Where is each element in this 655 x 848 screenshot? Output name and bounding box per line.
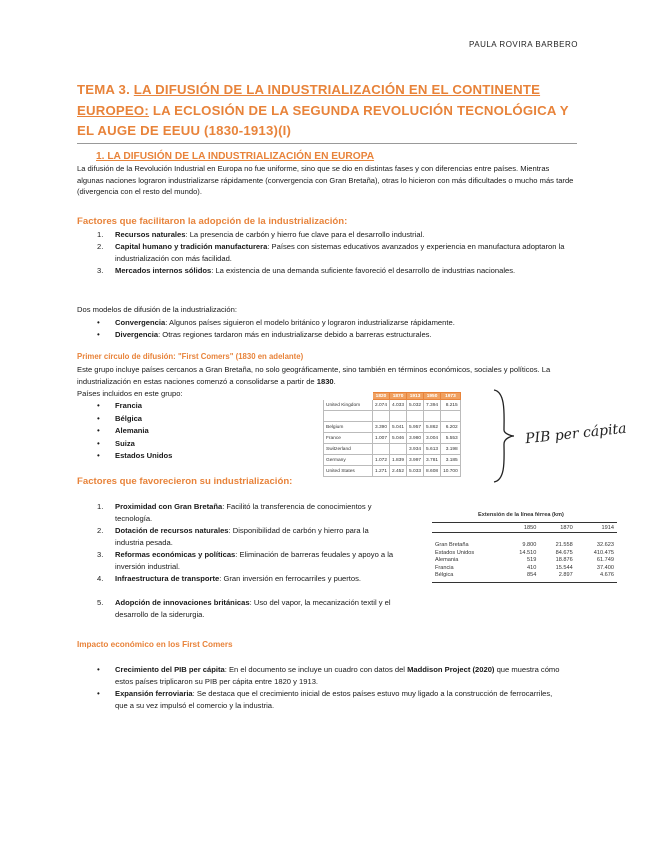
title-part1: LA DIFUSIÓN DE LA INDUSTRIALIZACIÓN EN EL CONTINENTE EUROPEO: — [77, 82, 541, 118]
list-item: • Divergencia: Otras regiones tardaron más en industrializarse debido a barreras estructurales. — [97, 330, 432, 339]
table-header: 1973 — [441, 393, 461, 400]
impact-heading: Impacto económico en los First Comers — [77, 640, 233, 649]
author-name: PAULA ROVIRA BARBERO — [469, 40, 578, 49]
list-item: • Bélgica — [97, 413, 143, 423]
list-item: • Convergencia: Algunos países siguieron el modelo británico y lograron industrializarse rápidamente. — [97, 318, 455, 327]
table-header-row — [324, 393, 461, 400]
table-row: Switzerland 3.934 5.613 3.198 — [324, 444, 461, 455]
table-row: Francia 410 15.544 37.400 — [435, 564, 614, 571]
factors-adoption-heading: Factores que facilitaron la adopción de la industrialización: — [77, 216, 348, 227]
table-row: Belgium 3.390 5.041 5.957 5.862 6.202 — [324, 422, 461, 433]
gdp-table — [323, 392, 461, 477]
title-prefix: TEMA 3. — [77, 82, 134, 97]
rail-table-title: Extensión de la línea férrea (km) — [478, 512, 564, 518]
models-intro: Dos modelos de difusión de la industrialización: — [77, 305, 237, 314]
table-header: 1913 — [407, 393, 424, 400]
first-circle-heading: Primer círculo de difusión: "First Comers" (1830 en adelante) — [77, 352, 304, 361]
impact-list — [97, 664, 567, 712]
list-item: • Crecimiento del PIB per cápita: En el documento se incluye un cuadro con datos del Maddison Project (2020) que muestra cómo estos países triplicaron su PIB per cápita entre 1820 y 1913. — [97, 665, 560, 686]
countries-list — [97, 400, 297, 463]
table-header: 1914 — [601, 524, 614, 531]
table-row: United States 1.271 2.452 5.033 8.608 10.700 — [324, 466, 461, 477]
first-circle-text: Este grupo incluye países cercanos a Gran Bretaña, no solo geográficamente, sino también en términos económicos, sociales y políticos. La industrialización en estas naciones comenzó a consolidarse a partir de 1830. — [77, 365, 551, 386]
list-item: 2. Capital humano y tradición manufacturera: Países con sistemas educativos avanzados y experiencia en manufactura adoptaron la industrialización con más facilidad. — [97, 242, 565, 263]
list-item: 3. Reformas económicas y políticas: Eliminación de barreras feudales y apoyo a la inversión industrial. — [97, 550, 394, 571]
list-item: 5. Adopción de innovaciones británicas: Uso del vapor, la mecanización textil y el desarrollo de la siderurgia. — [97, 598, 391, 619]
gdp-handwritten-note: PIB per cápita — [524, 420, 628, 448]
rail-table — [432, 524, 617, 579]
table-header: 1820 — [373, 393, 390, 400]
list-item: • Francia — [97, 401, 143, 410]
list-item: 1. Proximidad con Gran Bretaña: Facilitó la transferencia de conocimientos y tecnología. — [97, 502, 372, 523]
table-row: Bélgica 854 2.897 4.676 — [435, 572, 614, 579]
factors-favor-heading: Factores que favorecieron su industrialización: — [77, 476, 293, 487]
table-row — [324, 411, 461, 422]
table-row: Gran Bretaña 9.800 21.558 32.623 — [435, 542, 614, 549]
countries-intro: Países incluidos en este grupo: — [77, 389, 183, 398]
rail-table-bottom-rule — [432, 582, 617, 583]
rail-table-top-rule — [432, 522, 617, 523]
title-part2: LA ECLOSIÓN DE LA SEGUNDA REVOLUCIÓN TECNOLÓGICA Y EL AUGE DE EEUU (1830-1913)(I) — [77, 102, 569, 138]
table-row: Estados Unidos 14.510 84.675 410.475 — [435, 549, 614, 556]
table-row: France 1.007 5.046 3.980 3.004 5.553 — [324, 433, 461, 444]
page-title — [77, 80, 577, 142]
table-header: 1870 — [390, 393, 407, 400]
list-item: • Expansión ferroviaria: Se destaca que el crecimiento inicial de estos países estuvo muy ligado a la construcción de ferrocarriles, que a su vez impulsó el comercio y la industria. — [97, 689, 553, 710]
list-item: 3. Mercados internos sólidos: La existencia de una demanda suficiente favoreció el desarrollo de industrias nacionales. — [97, 266, 516, 275]
factors-adoption-list — [97, 229, 567, 289]
table-row: Alemania 519 18.876 61.749 — [435, 557, 614, 564]
table-header: 1850 — [523, 524, 537, 531]
table-header: 1950 — [424, 393, 441, 400]
table-header: 1870 — [560, 524, 573, 531]
section1-heading: 1. LA DIFUSIÓN DE LA INDUSTRIALIZACIÓN EN EUROPA — [96, 151, 375, 162]
list-item: 4. Infraestructura de transporte: Gran inversión en ferrocarriles y puertos. — [97, 574, 362, 583]
brace-annotation — [490, 386, 520, 486]
title-divider — [77, 143, 577, 144]
factors-favor-list — [97, 501, 397, 621]
list-item: • Alemania — [97, 426, 149, 435]
list-item: • Suiza — [97, 438, 135, 448]
list-item: 2. Dotación de recursos naturales: Disponibilidad de carbón y hierro para la industria pesada. — [97, 526, 369, 547]
table-row: Germany 1.072 1.839 3.997 3.781 3.185 — [324, 455, 461, 466]
models-list — [97, 317, 567, 341]
list-item: • Estados Unidos — [97, 451, 173, 460]
list-item: 1. Recursos naturales: La presencia de carbón y hierro fue clave para el desarrollo industrial. — [97, 230, 425, 239]
table-row: United Kingdom 2.074 4.033 5.032 7.394 8.215 — [324, 400, 461, 411]
section1-intro: La difusión de la Revolución Industrial en Europa no fue uniforme, sino que se dio en distintas fases y con diferencias entre países. Mientras algunas naciones lograron industrializarse rápidamente (convergencia con Gran Bretaña), otras lo hicieron con más dificultades o mucho más tarde (divergencia con el resto del mundo). — [77, 164, 574, 196]
table-header-row — [432, 524, 617, 532]
